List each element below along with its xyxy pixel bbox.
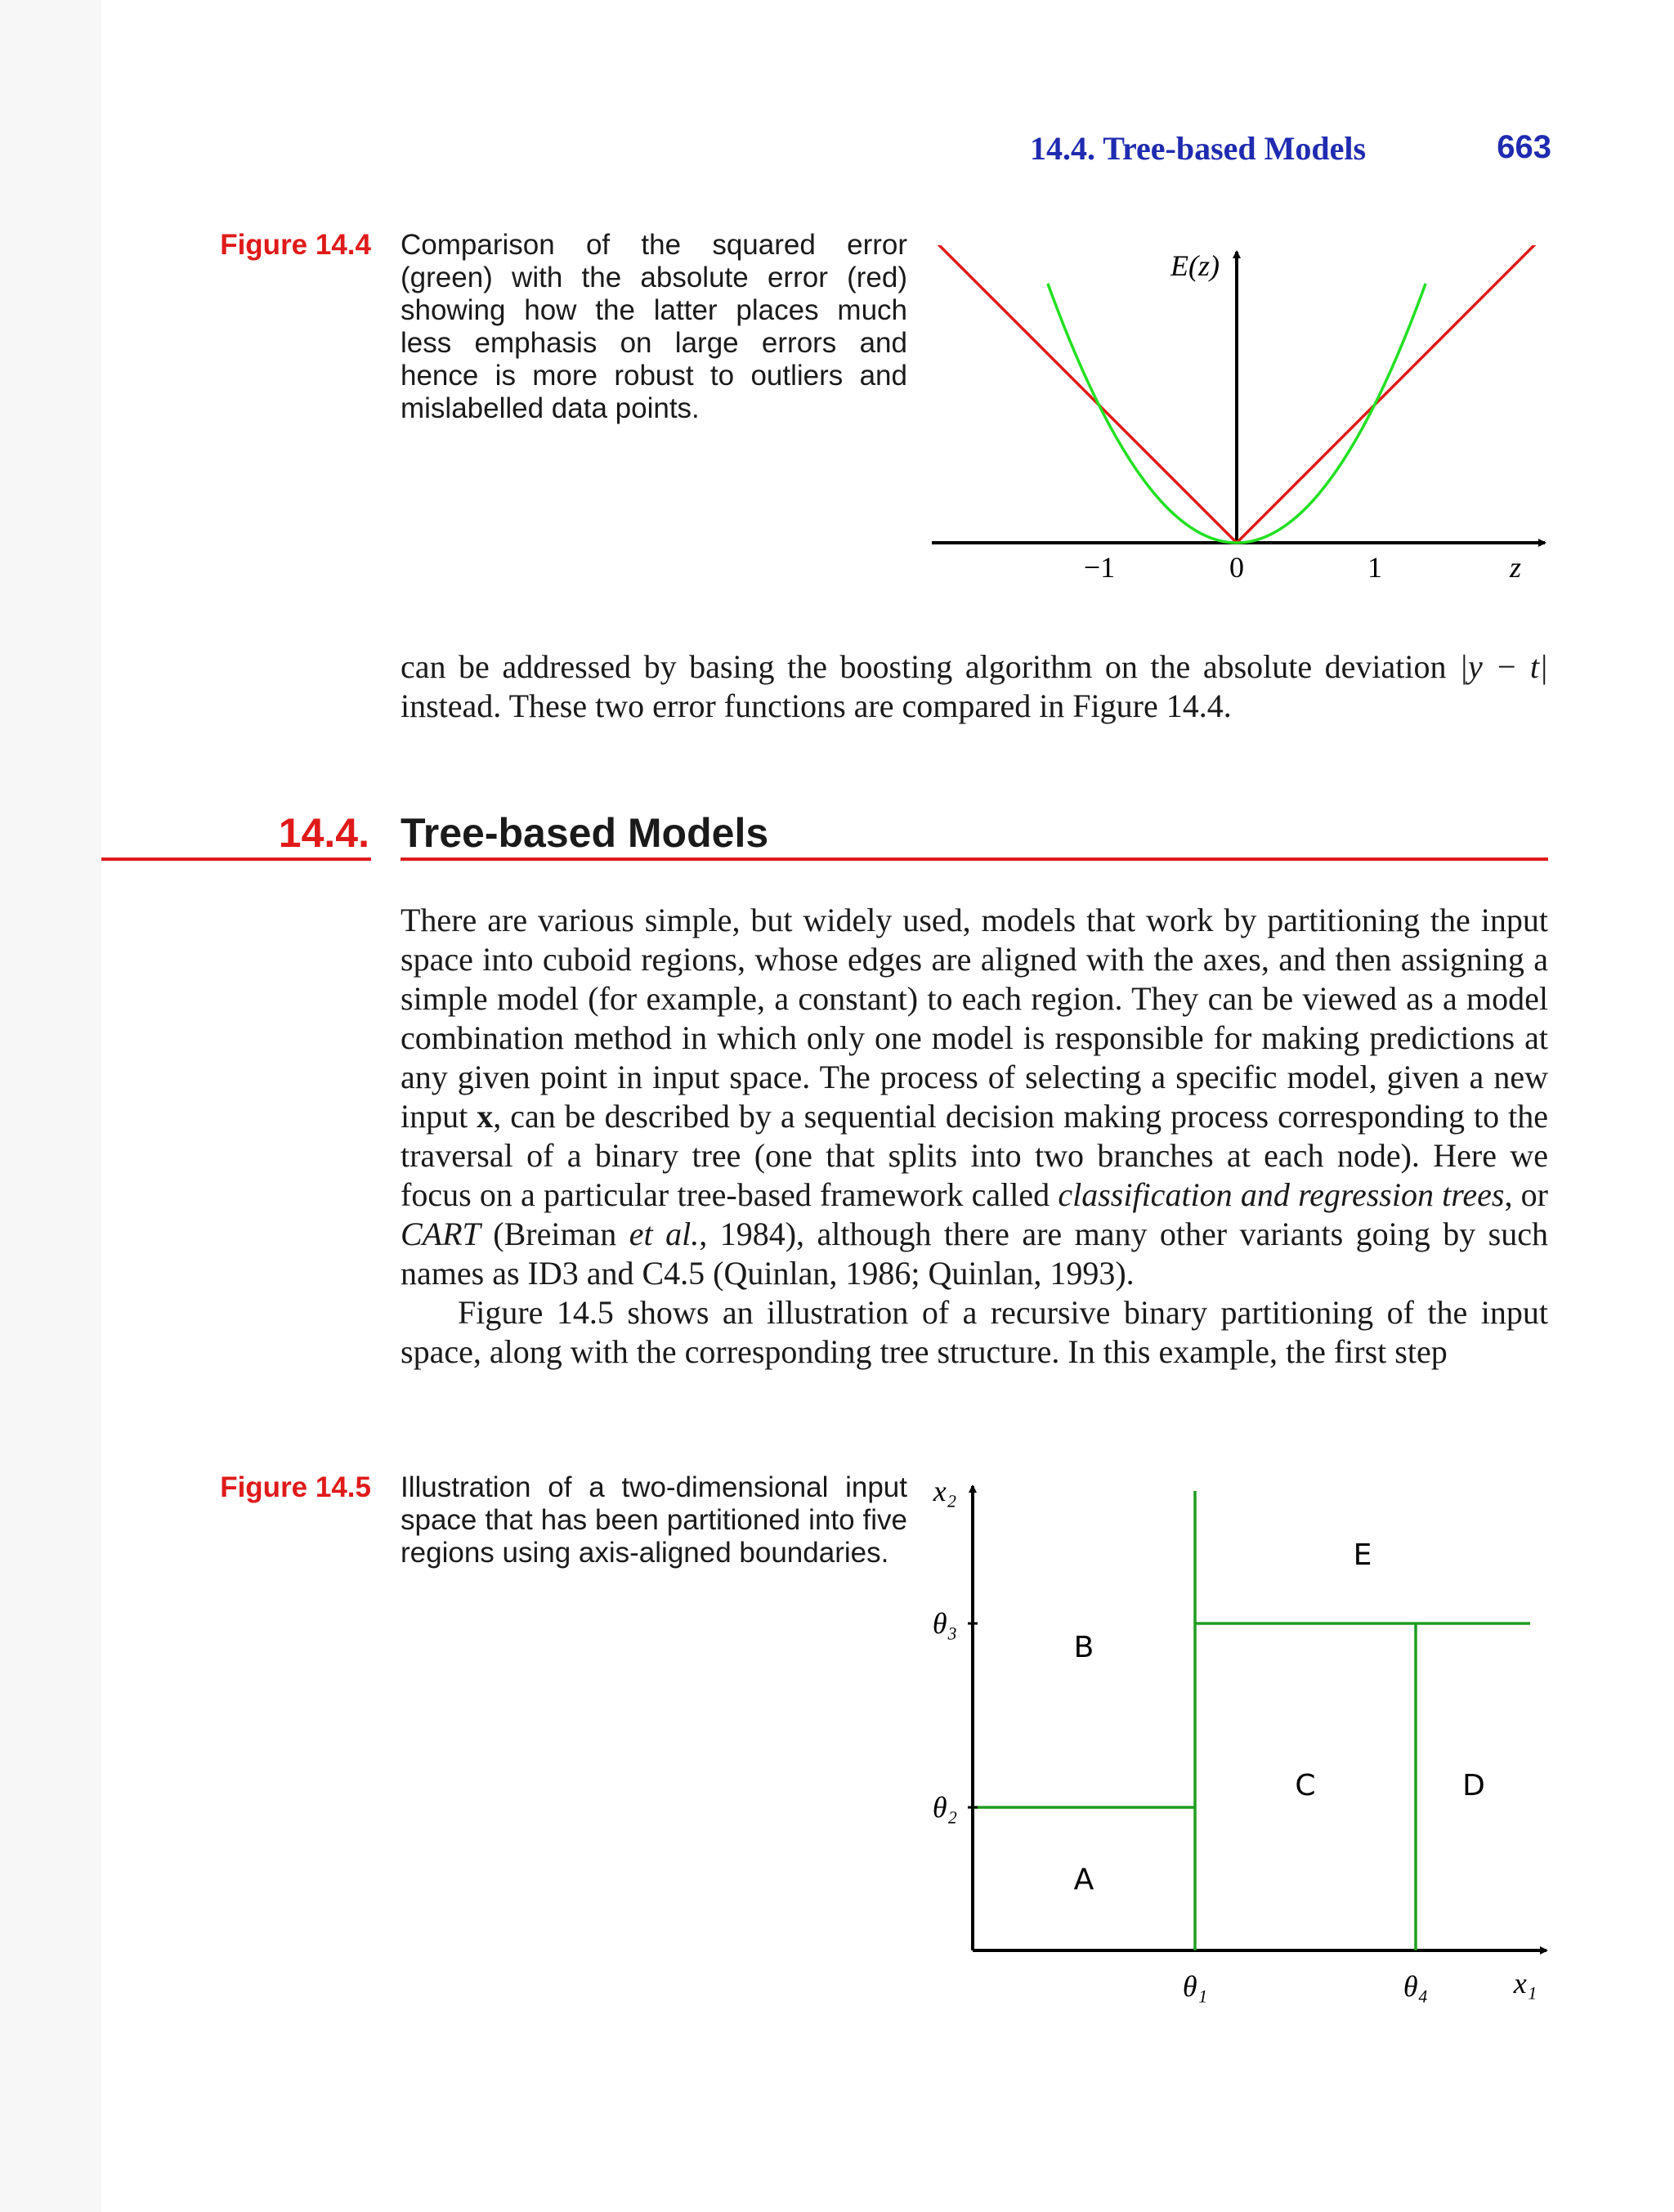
figure-14-5-label: Figure 14.5 (220, 1471, 371, 1503)
figure-14-4-chart (915, 245, 1569, 605)
x2-axis-label: x₂ (933, 1475, 957, 1507)
paragraph-intro: can be addressed by basing the boosting algorithm on the absolute deviation |y − t| instead. These two error functions are compared in Figure 14.4. (401, 648, 1548, 724)
e-axis-label: E(z) (1170, 249, 1220, 282)
partition-boundaries (973, 1491, 1530, 1950)
region-label-b: B (1073, 1631, 1094, 1664)
section-number: 14.4. (278, 810, 369, 856)
running-title: 14.4. Tree-based Models (1030, 130, 1367, 167)
tick-label-one: 1 (1367, 551, 1382, 584)
theta1-label: θ₁ (1182, 1970, 1208, 2003)
region-label-a: A (1073, 1863, 1094, 1896)
section-title: Tree-based Models (401, 810, 769, 856)
theta2-label: θ₂ (932, 1791, 958, 1824)
theta3-label: θ₃ (932, 1607, 958, 1640)
paragraph-tree-models: There are various simple, but widely used, models that work by partitioning the input space into cuboid regions, whose edges are aligned with the axes, and then assigning a simple model (for example, a constant) to each region. They can be viewed as a model combination method in which only one model is responsible for making predictions at any given point in input space. The process of selecting a specific model, given a new input x, can be described by a sequential decision making process corresponding to the traversal of a binary tree (one that splits into two branches at each node). Here we focus on a particular tree-based framework called classification and regression trees, or CART (Breiman et al., 1984), although there are many other variants going by such names as ID3 and C4.5 (Quinlan, 1986; Quinlan, 1993). (401, 902, 1549, 1292)
theta4-label: θ₄ (1403, 1970, 1429, 2003)
section-rule-right (401, 857, 1548, 861)
page-gutter (0, 0, 101, 2212)
tick-label-zero: 0 (1229, 551, 1244, 584)
figure-14-4-label: Figure 14.4 (220, 229, 371, 261)
region-label-c: C (1295, 1769, 1316, 1802)
figure-14-5-partition (899, 1463, 1553, 2011)
paragraph-figure-ref: Figure 14.5 shows an illustration of a recursive binary partitioning of the input space, along with the corresponding tree structure. In this example, the first step (401, 1294, 1548, 1370)
tick-label-minus-one: −1 (1083, 551, 1116, 584)
section-body (401, 901, 1548, 1372)
z-axis-label: z (1509, 551, 1522, 584)
region-label-e: E (1353, 1538, 1372, 1572)
section-rule-left (101, 857, 371, 861)
region-label-d: D (1462, 1769, 1485, 1802)
page-number: 663 (1497, 129, 1551, 165)
absolute-error-curve (915, 245, 1567, 543)
figure-14-4-caption: Comparison of the squared error (green) with the absolute error (red) showing how the latter places much less emphasis on large errors and hence is more robust to outliers and mislabelled data points. (401, 229, 907, 424)
x1-axis-label: x₁ (1513, 1967, 1537, 1999)
figure-14-5-caption: Illustration of a two-dimensional input space that has been partitioned into five regions using axis-aligned boundaries. (401, 1471, 907, 1569)
